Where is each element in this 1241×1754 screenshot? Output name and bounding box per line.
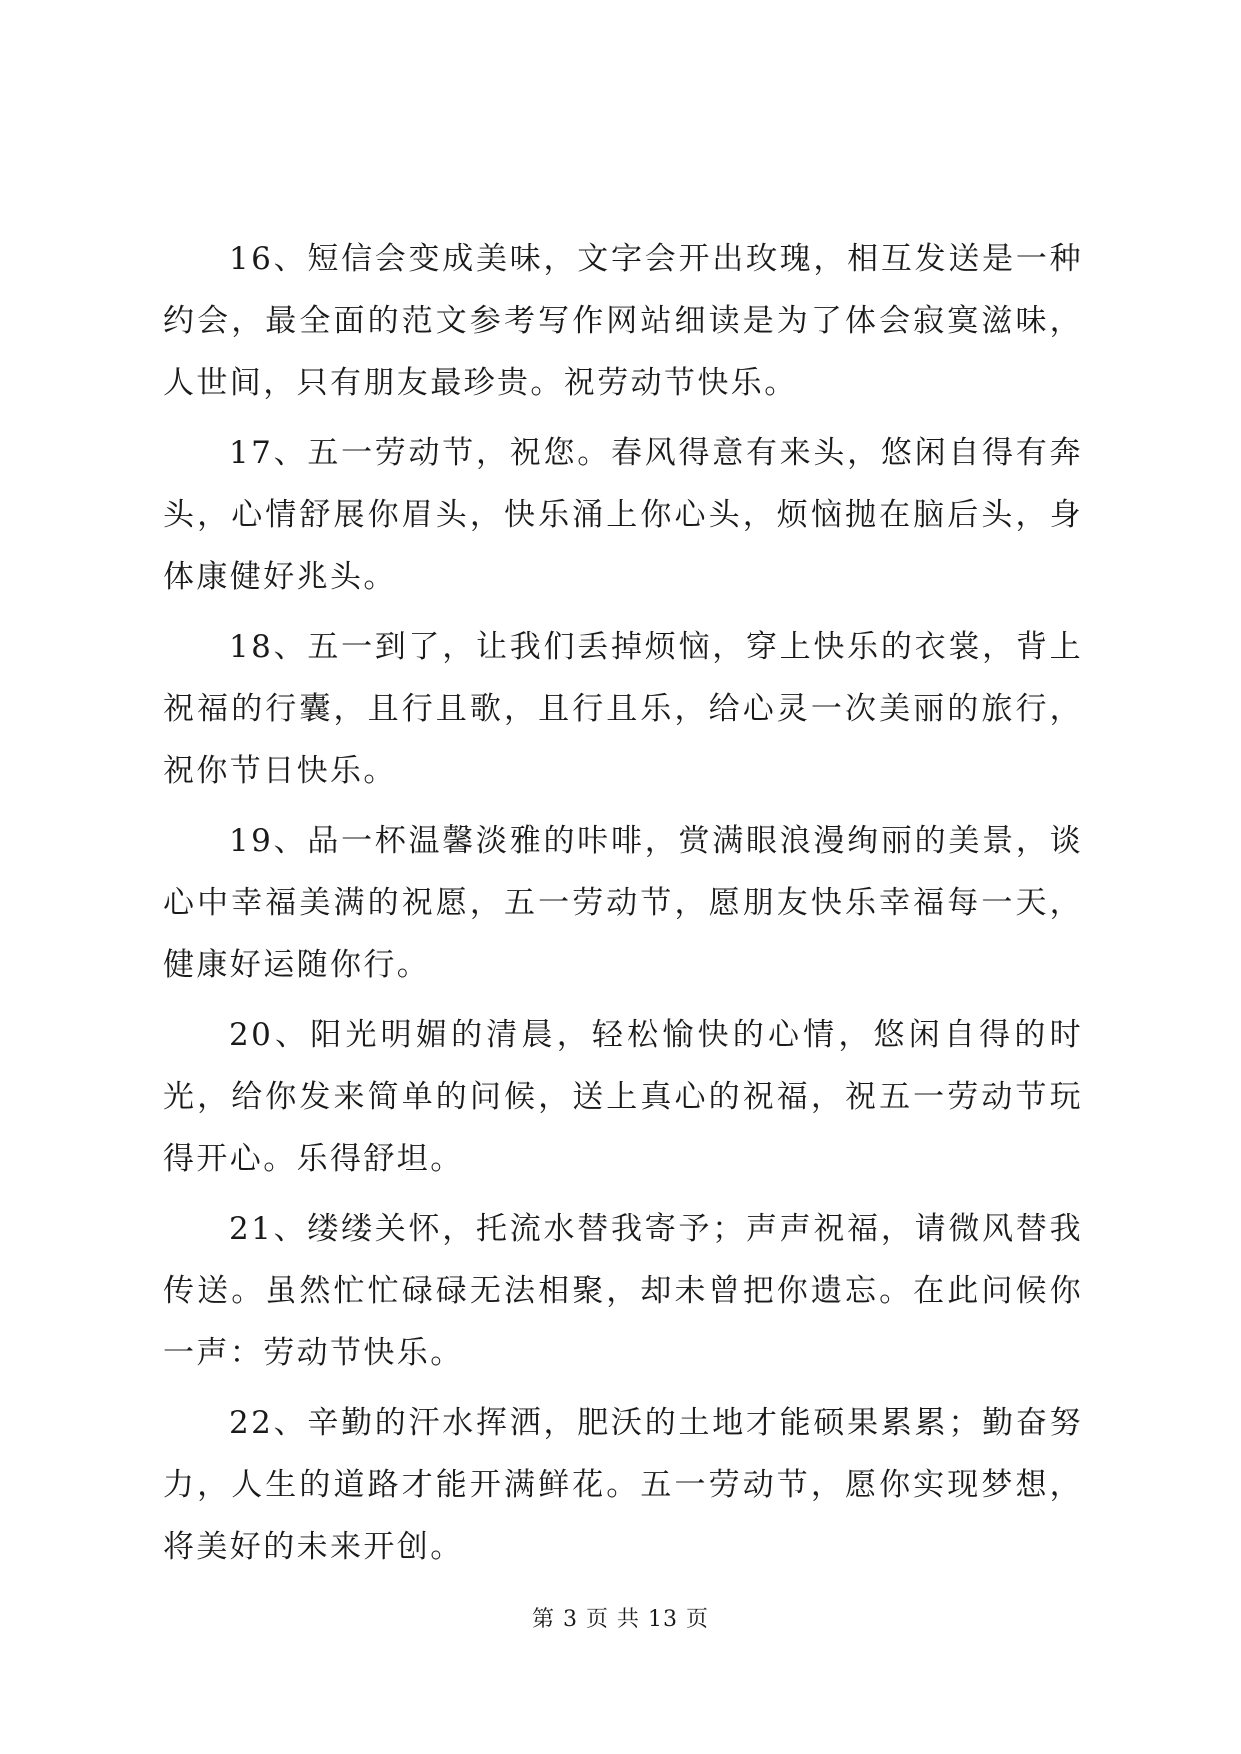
paragraph-18: 18、五一到了，让我们丢掉烦恼，穿上快乐的衣裳，背上祝福的行囊，且行且歌，且行且乐，给心灵一次美丽的旅行，祝你节日快乐。 [163, 629, 1083, 789]
paragraph-19: 19、品一杯温馨淡雅的咔啡，赏满眼浪漫绚丽的美景，谈心中幸福美满的祝愿，五一劳动节，愿朋友快乐幸福每一天，健康好运随你行。 [163, 823, 1083, 983]
paragraph-16: 16、短信会变成美味，文字会开出玫瑰，相互发送是一种约会，最全面的范文参考写作网站细读是为了体会寂寞滋味，人世间，只有朋友最珍贵。祝劳动节快乐。 [163, 241, 1083, 401]
document-body [163, 228, 1083, 1586]
page-number-footer: 第 3 页 共 13 页 [532, 1607, 709, 1632]
paragraph-17: 17、五一劳动节，祝您。春风得意有来头，悠闲自得有奔头，心情舒展你眉头，快乐涌上你心头，烦恼抛在脑后头，身体康健好兆头。 [163, 435, 1083, 595]
paragraph-22: 22、辛勤的汗水挥洒，肥沃的土地才能硕果累累；勤奋努力，人生的道路才能开满鲜花。五一劳动节，愿你实现梦想，将美好的未来开创。 [163, 1405, 1083, 1565]
paragraph-20: 20、阳光明媚的清晨，轻松愉快的心情，悠闲自得的时光，给你发来简单的问候，送上真心的祝福，祝五一劳动节玩得开心。乐得舒坦。 [163, 1017, 1083, 1177]
paragraph-21: 21、缕缕关怀，托流水替我寄予；声声祝福，请微风替我传送。虽然忙忙碌碌无法相聚，却未曾把你遗忘。在此问候你一声：劳动节快乐。 [163, 1211, 1083, 1371]
